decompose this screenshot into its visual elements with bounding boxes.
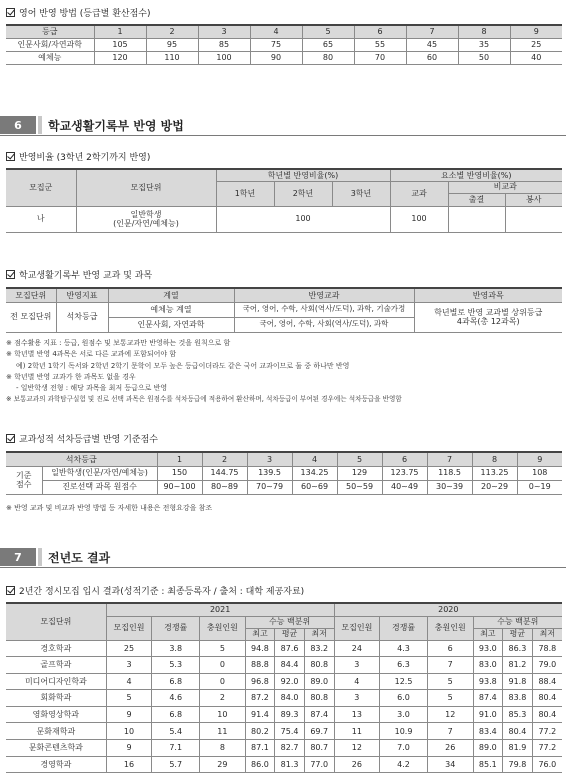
table-cell: 10.9 (380, 723, 428, 740)
table-cell: 4.2 (380, 756, 428, 773)
section-bar-decoration (38, 548, 42, 566)
table-cell: 60 (406, 51, 458, 64)
subjects-section-title: 학교생활기록부 반영 교과 및 과목 (19, 271, 153, 281)
col-header: 3학년 (332, 181, 390, 206)
col-header: 5 (302, 25, 354, 38)
table-cell: 94.8 (245, 640, 275, 657)
year-header: 2021 (106, 603, 334, 616)
col-header: 모집인원 (106, 616, 152, 640)
table-cell: 83.8 (503, 690, 533, 707)
table-row (6, 740, 562, 757)
table-cell: 0 (200, 673, 246, 690)
col-header: 비교과 (448, 181, 562, 193)
col-header: 1 (94, 25, 146, 38)
ratio-section-title: 반영비율 (3학년 2학기까지 반영) (19, 153, 151, 163)
col-header: 2학년 (274, 181, 332, 206)
table-cell: 93.0 (473, 640, 503, 657)
col-header: 3 (198, 25, 250, 38)
table-cell: 6.8 (152, 706, 200, 723)
col-header: 계열 (108, 288, 234, 302)
table-cell: 7 (427, 657, 473, 674)
note-line: - 일반학생 전형 : 해당 과목을 최저 등급으로 반영 (16, 384, 168, 393)
table-cell: 80.7 (304, 740, 334, 757)
table-cell: 7.0 (380, 740, 428, 757)
table-cell: 5 (106, 690, 152, 707)
table-cell: 60~69 (292, 480, 337, 494)
results-section-heading (6, 584, 304, 597)
row-label: 진로선택 과목 원점수 (42, 480, 157, 494)
table-cell: 25 (510, 38, 562, 51)
table-cell: 82.7 (275, 740, 305, 757)
table-cell (414, 302, 562, 332)
table-cell: 70 (354, 51, 406, 64)
table-cell: 6.0 (380, 690, 428, 707)
row-label (6, 466, 42, 494)
courses-line: 4과목(총 12과목) (456, 317, 520, 326)
table-cell: 3.8 (152, 640, 200, 657)
table-cell: 100 (198, 51, 250, 64)
note-line: ※ 학년별 반영 4과목은 서로 다른 교과에 포함되어야 함 (6, 350, 177, 359)
col-header: 평균 (275, 628, 305, 640)
table-cell: 5.3 (152, 657, 200, 674)
label-line: 점수 (16, 480, 32, 489)
table-cell: 5.4 (152, 723, 200, 740)
col-header: 2 (146, 25, 198, 38)
col-header: 평균 (503, 628, 533, 640)
note-line: ※ 반영 교과 및 비교과 반영 방법 등 자세한 내용은 전형요강을 참조 (6, 504, 213, 512)
table-cell: 89.3 (275, 706, 305, 723)
table-cell: 87.4 (304, 706, 334, 723)
table-cell: 3 (106, 657, 152, 674)
notes-block (6, 338, 562, 406)
col-header: 모집군 (6, 169, 76, 206)
col-header: 4 (292, 452, 337, 466)
table-cell: 0 (200, 657, 246, 674)
table-cell (505, 206, 562, 232)
col-header: 모집단위 (6, 288, 56, 302)
table-cell: 87.1 (245, 740, 275, 757)
table-cell: 86.0 (245, 756, 275, 773)
table-cell: 76.0 (532, 756, 562, 773)
col-header: 4 (250, 25, 302, 38)
table-cell: 80.8 (304, 657, 334, 674)
table-cell: 9 (106, 706, 152, 723)
table-cell: 83.0 (473, 657, 503, 674)
table-cell: 81.3 (275, 756, 305, 773)
row-label: 일반학생(인문/자연/예체능) (42, 466, 157, 480)
table-cell: 80.4 (532, 690, 562, 707)
table-cell: 86.3 (503, 640, 533, 657)
unit-line: (인문/자연/예체능) (113, 219, 179, 228)
table-cell: 7.1 (152, 740, 200, 757)
row-label: 미디어디자인학과 (6, 673, 106, 690)
table-cell: 77.2 (532, 740, 562, 757)
table-cell: 78.8 (532, 640, 562, 657)
subjects-section-heading (6, 268, 152, 281)
table-cell: 4 (334, 673, 380, 690)
section-divider (0, 135, 566, 136)
table-cell: 석차등급 (56, 302, 108, 332)
english-section-title: 영어 반영 방법 (등급별 환산점수) (19, 9, 151, 19)
col-header: 반영교과 (234, 288, 414, 302)
col-header: 최저 (304, 628, 334, 640)
note-line: ※ 보통교과의 과학탐구실험 및 진로 선택 과목은 원점수를 석차등급에 적용하여 환산하며, 석차등급이 부여된 경우에는 석차등급을 반영함 (6, 395, 402, 404)
table-cell: 40 (510, 51, 562, 64)
table-cell: 93.8 (473, 673, 503, 690)
table-cell: 69.7 (304, 723, 334, 740)
table-cell: 12 (427, 706, 473, 723)
table-cell: 144.75 (202, 466, 247, 480)
table-cell: 6.8 (152, 673, 200, 690)
table-cell: 12.5 (380, 673, 428, 690)
col-header: 석차등급 (6, 452, 157, 466)
table-cell: 83.2 (304, 640, 334, 657)
table-cell: 105 (94, 38, 146, 51)
table-cell: 50 (458, 51, 510, 64)
table-cell: 80.4 (503, 723, 533, 740)
english-header-row (6, 25, 562, 38)
table-cell: 88.4 (532, 673, 562, 690)
table-cell: 국어, 영어, 수학, 사회(역사/도덕), 과학 (234, 317, 414, 332)
checkbox-icon (6, 8, 15, 17)
table-cell: 12 (334, 740, 380, 757)
table-cell: 34 (427, 756, 473, 773)
table-cell: 3 (334, 657, 380, 674)
table-cell: 91.4 (245, 706, 275, 723)
table-cell: 11 (200, 723, 246, 740)
table-row (6, 690, 562, 707)
table-cell: 25 (106, 640, 152, 657)
table-cell: 85.1 (473, 756, 503, 773)
table-cell: 129 (337, 466, 382, 480)
table-cell: 87.4 (473, 690, 503, 707)
section-number: 7 (0, 548, 36, 566)
note-line: ※ 학년별 반영 교과가 한 과목도 없을 경우 (6, 372, 136, 381)
results-section-title: 2년간 정시모집 입시 결과(성적기준 : 최종등록자 / 출처 : 대학 제공자료) (19, 587, 305, 597)
section-divider (0, 567, 566, 568)
table-row (6, 723, 562, 740)
table-cell: 84.4 (275, 657, 305, 674)
checkbox-icon (6, 434, 15, 443)
table-cell: 7 (427, 723, 473, 740)
col-header: 3 (247, 452, 292, 466)
english-section-heading (6, 6, 151, 19)
table-cell: 5 (200, 640, 246, 657)
col-header: 충원인원 (427, 616, 473, 640)
col-header: 5 (337, 452, 382, 466)
table-cell: 16 (106, 756, 152, 773)
table-cell: 4 (106, 673, 152, 690)
table-cell: 83.4 (473, 723, 503, 740)
table-cell: 6 (427, 640, 473, 657)
table-cell: 2 (200, 690, 246, 707)
table-cell: 80.2 (245, 723, 275, 740)
english-score-table (6, 24, 562, 65)
ratio-header-row (6, 169, 562, 181)
table-cell: 89.0 (304, 673, 334, 690)
table-cell: 87.2 (245, 690, 275, 707)
table-cell: 77.2 (532, 723, 562, 740)
table-cell: 5 (427, 690, 473, 707)
table-cell: 123.75 (382, 466, 427, 480)
table-row (6, 640, 562, 657)
rank-section-heading (6, 432, 158, 445)
col-header: 9 (517, 452, 562, 466)
table-cell: 10 (106, 723, 152, 740)
table-cell: 24 (334, 640, 380, 657)
note-line: 예) 2학년 1학기 독서와 2학년 2학기 문학이 모두 높은 등급이더라도 같은 국어 교과이므로 둘 중 하나만 반영 (16, 361, 350, 370)
table-cell: 91.0 (473, 706, 503, 723)
rank-score-table (6, 451, 562, 495)
section-title: 학교생활기록부 반영 방법 (48, 118, 184, 133)
table-row (6, 466, 562, 480)
results-table (6, 602, 562, 773)
table-row (6, 480, 562, 494)
table-cell: 80.4 (532, 706, 562, 723)
table-cell: 120 (94, 51, 146, 64)
row-label: 회화학과 (6, 690, 106, 707)
col-header: 반영과목 (414, 288, 562, 302)
col-header: 반영지표 (56, 288, 108, 302)
table-cell: 26 (334, 756, 380, 773)
table-cell: 5.7 (152, 756, 200, 773)
table-cell: 8 (200, 740, 246, 757)
table-cell: 79.0 (532, 657, 562, 674)
table-cell: 150 (157, 466, 202, 480)
table-cell: 134.25 (292, 466, 337, 480)
table-cell: 100 (390, 206, 448, 232)
table-cell: 80~89 (202, 480, 247, 494)
table-cell: 전 모집단위 (6, 302, 56, 332)
table-cell: 50~59 (337, 480, 382, 494)
section-7-header (0, 548, 110, 566)
table-cell: 81.2 (503, 657, 533, 674)
table-cell: 88.8 (245, 657, 275, 674)
courses-line: 학년별로 반영 교과별 상위등급 (434, 307, 543, 317)
ratio-section-heading (6, 150, 150, 163)
table-cell: 90 (250, 51, 302, 64)
table-cell: 6.3 (380, 657, 428, 674)
section-6-header (0, 116, 184, 134)
col-header: 6 (354, 25, 406, 38)
table-cell: 96.8 (245, 673, 275, 690)
col-header: 1 (157, 452, 202, 466)
results-body (6, 640, 562, 773)
col-header: 최저 (532, 628, 562, 640)
table-cell: 80.8 (304, 690, 334, 707)
col-header: 모집단위 (76, 169, 216, 206)
table-cell: 113.25 (472, 466, 517, 480)
table-cell: 4.6 (152, 690, 200, 707)
table-cell: 0~19 (517, 480, 562, 494)
table-cell: 95 (146, 38, 198, 51)
row-label: 경호학과 (6, 640, 106, 657)
table-cell: 92.0 (275, 673, 305, 690)
table-cell: 79.8 (503, 756, 533, 773)
table-cell: 108 (517, 466, 562, 480)
row-label: 문화재학과 (6, 723, 106, 740)
unit-line: 일반학생 (130, 209, 162, 219)
row-label: 예체능 (6, 51, 94, 64)
table-cell: 3 (334, 690, 380, 707)
table-cell: 77.0 (304, 756, 334, 773)
table-cell: 89.0 (473, 740, 503, 757)
table-cell: 3.0 (380, 706, 428, 723)
row-label: 영화영상학과 (6, 706, 106, 723)
ratio-table (6, 168, 562, 233)
table-row (6, 51, 562, 64)
table-row (6, 756, 562, 773)
table-cell: 85 (198, 38, 250, 51)
table-cell: 110 (146, 51, 198, 64)
col-header: 출결 (448, 193, 505, 206)
section-number: 6 (0, 116, 36, 134)
table-cell: 29 (200, 756, 246, 773)
col-header: 모집단위 (6, 603, 106, 640)
table-row (6, 657, 562, 674)
checkbox-icon (6, 586, 15, 595)
col-header: 등급 (6, 25, 94, 38)
table-cell: 90~100 (157, 480, 202, 494)
col-header: 학년별 반영비율(%) (216, 169, 390, 181)
table-row (6, 706, 562, 723)
col-header: 봉사 (505, 193, 562, 206)
col-header: 7 (427, 452, 472, 466)
table-cell: 45 (406, 38, 458, 51)
table-cell: 75.4 (275, 723, 305, 740)
table-cell: 55 (354, 38, 406, 51)
table-cell: 84.0 (275, 690, 305, 707)
table-cell: 20~29 (472, 480, 517, 494)
table-cell: 85.3 (503, 706, 533, 723)
table-cell (448, 206, 505, 232)
note-line: ※ 점수활용 지표 : 등급, 원점수 및 보통교과만 반영하는 것을 원칙으로 함 (6, 339, 231, 347)
col-header: 2 (202, 452, 247, 466)
checkbox-icon (6, 152, 15, 161)
table-cell: 35 (458, 38, 510, 51)
rank-header-row (6, 452, 562, 466)
table-cell: 118.5 (427, 466, 472, 480)
col-header: 경쟁률 (380, 616, 428, 640)
row-label: 인문사회/자연과학 (6, 38, 94, 51)
col-header: 8 (472, 452, 517, 466)
table-cell: 30~39 (427, 480, 472, 494)
table-cell: 87.6 (275, 640, 305, 657)
col-header: 충원인원 (200, 616, 246, 640)
table-cell: 26 (427, 740, 473, 757)
row-label: 문화콘텐츠학과 (6, 740, 106, 757)
table-row (6, 206, 562, 232)
col-header: 9 (510, 25, 562, 38)
col-header: 교과 (390, 181, 448, 206)
table-cell: 40~49 (382, 480, 427, 494)
table-row (6, 302, 562, 317)
col-header: 모집인원 (334, 616, 380, 640)
table-row (6, 673, 562, 690)
table-cell: 5 (427, 673, 473, 690)
table-cell: 70~79 (247, 480, 292, 494)
subjects-table (6, 287, 562, 333)
table-cell: 80 (302, 51, 354, 64)
table-cell: 9 (106, 740, 152, 757)
col-header: 경쟁률 (152, 616, 200, 640)
table-cell: 4.3 (380, 640, 428, 657)
col-header: 7 (406, 25, 458, 38)
table-cell: 나 (6, 206, 76, 232)
table-cell: 75 (250, 38, 302, 51)
table-cell: 139.5 (247, 466, 292, 480)
col-header: 1학년 (216, 181, 274, 206)
col-header: 6 (382, 452, 427, 466)
table-cell: 81.9 (503, 740, 533, 757)
results-header-row (6, 603, 562, 616)
year-header: 2020 (334, 603, 562, 616)
table-row (6, 38, 562, 51)
table-cell: 65 (302, 38, 354, 51)
col-header: 최고 (245, 628, 275, 640)
row-label: 골프학과 (6, 657, 106, 674)
rank-section-title: 교과성적 석차등급별 반영 기준점수 (19, 435, 158, 445)
col-header: 요소별 반영비율(%) (390, 169, 562, 181)
col-header: 최고 (473, 628, 503, 640)
table-cell: 국어, 영어, 수학, 사회(역사/도덕), 과학, 기술가정 (234, 302, 414, 317)
subjects-header-row (6, 288, 562, 302)
label-line: 기준 (16, 470, 32, 480)
table-cell: 91.8 (503, 673, 533, 690)
section-bar-decoration (38, 116, 42, 134)
col-header: 수능 백분위 (245, 616, 334, 628)
table-cell: 13 (334, 706, 380, 723)
table-cell: 예체능 계열 (108, 302, 234, 317)
table-cell: 10 (200, 706, 246, 723)
table-cell: 인문사회, 자연과학 (108, 317, 234, 332)
col-header: 수능 백분위 (473, 616, 562, 628)
section-title: 전년도 결과 (48, 550, 111, 565)
row-label: 경영학과 (6, 756, 106, 773)
checkbox-icon (6, 270, 15, 279)
col-header: 8 (458, 25, 510, 38)
table-cell (76, 206, 216, 232)
table-cell: 100 (216, 206, 390, 232)
table-cell: 11 (334, 723, 380, 740)
